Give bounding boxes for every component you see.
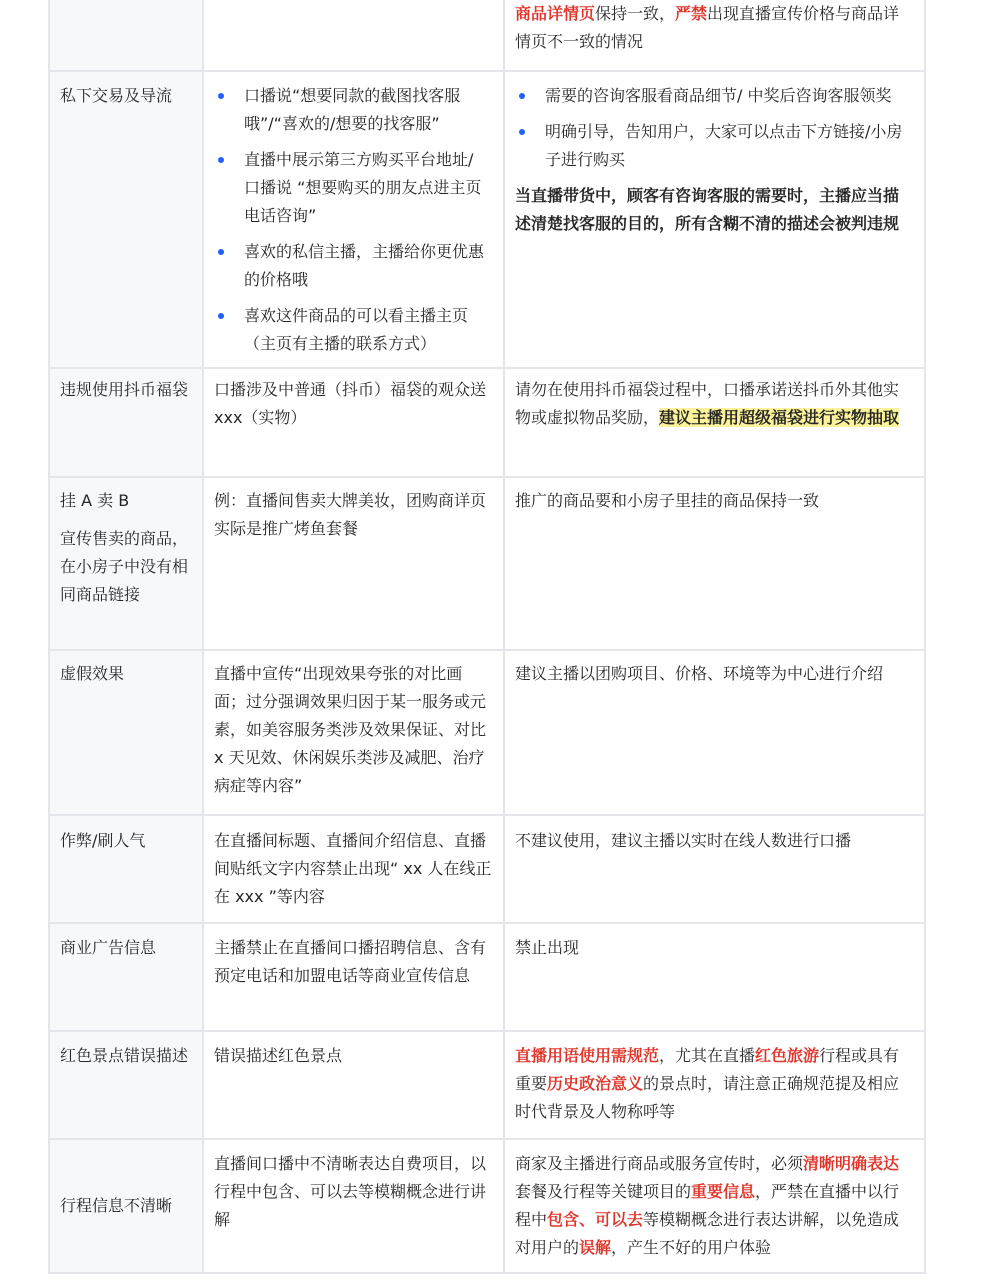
category-label: 挂 A 卖 B — [60, 491, 130, 510]
table-row — [49, 71, 925, 368]
category-label: 作弊/刷人气 — [60, 831, 146, 850]
guidance-cell: 商家及主播进行商品或服务宣传时，必须清晰明确表达套餐及行程等关键项目的重要信息，严禁在直播中以行程中包含、可以去等模糊概念进行表达讲解，以免造成对用户的误解，产生不好的用户体验 — [504, 1139, 925, 1273]
guidance-emphasis: 误解 — [579, 1238, 612, 1257]
list-item: 口播说“想要同款的截图找客服哦”/“喜欢的/想要的找客服” — [214, 82, 493, 138]
guidance-cell — [504, 650, 925, 815]
bullet-icon — [519, 93, 525, 99]
violation-list — [214, 82, 493, 358]
category-cell — [49, 0, 203, 71]
category-cell — [49, 477, 203, 650]
bullet-icon — [218, 93, 224, 99]
table-row — [49, 815, 925, 923]
category-label: 商业广告信息 — [60, 938, 157, 957]
table-row — [49, 368, 925, 477]
violation-cell — [203, 71, 504, 368]
table-row — [49, 1031, 925, 1139]
guidance-cell: 直播用语使用需规范，尤其在直播红色旅游行程或具有重要历史政治意义的景点时，请注意正确规范提及相应时代背景及人物称呼等 — [504, 1031, 925, 1139]
violation-cell — [203, 1139, 504, 1273]
table-row — [49, 0, 925, 71]
table-row — [49, 477, 925, 650]
violation-text: 主播禁止在直播间口播招聘信息、含有预定电话和加盟电话等商业宣传信息 — [214, 938, 487, 985]
violation-cell — [203, 1031, 504, 1139]
violation-cell — [203, 0, 504, 71]
guidance-emphasis: 重要信息 — [691, 1182, 756, 1201]
violation-text: 口播涉及中普通（抖币）福袋的观众送 xxx（实物） — [214, 380, 487, 427]
list-item: 需要的咨询客服看商品细节/ 中奖后咨询客服领奖 — [515, 82, 914, 110]
guidance-cell — [504, 71, 925, 368]
violation-cell — [203, 650, 504, 815]
guidance-text: 推广的商品要和小房子里挂的商品保持一致 — [515, 491, 820, 510]
violation-text: 直播间口播中不清晰表达自费项目，以行程中包含、可以去等模糊概念进行讲解 — [214, 1154, 487, 1229]
category-cell — [49, 368, 203, 477]
guidance-text: 建议主播以团购项目、价格、环境等为中心进行介绍 — [515, 664, 884, 683]
violation-text: 例：直播间售卖大牌美妆，团购商详页实际是推广烤鱼套餐 — [214, 491, 487, 538]
violation-cell — [203, 477, 504, 650]
category-label: 私下交易及导流 — [60, 86, 173, 105]
category-cell — [49, 815, 203, 923]
violation-cell — [203, 368, 504, 477]
guidance-emphasis: 严禁 — [675, 4, 708, 23]
guidance-cell — [504, 368, 925, 477]
violation-cell — [203, 923, 504, 1031]
guidance-cell: 商品详情页保持一致，严禁出现直播宣传价格与商品详情页不一致的情况 — [504, 0, 925, 71]
category-label: 红色景点错误描述 — [60, 1046, 189, 1065]
guidance-text: 不建议使用，建议主播以实时在线人数进行口播 — [515, 831, 852, 850]
list-item: 喜欢这件商品的可以看主播主页（主页有主播的联系方式） — [214, 302, 493, 358]
guidance-emphasis: 历史政治意义 — [547, 1074, 644, 1093]
category-cell — [49, 923, 203, 1031]
table-row — [49, 923, 925, 1031]
livestream-violation-table — [48, 0, 926, 1274]
table-row — [49, 650, 925, 815]
guidance-emphasis: 清晰明确表达 — [803, 1154, 900, 1173]
list-item: 喜欢的私信主播，主播给你更优惠的价格哦 — [214, 238, 493, 294]
guidance-emphasis: 红色旅游 — [755, 1046, 820, 1065]
bullet-icon — [519, 129, 525, 135]
violation-text: 直播中宣传“出现效果夸张的对比画面；过分强调效果归因于某一服务或元素，如美容服务类涉及效果保证、对比 x 天见效、休闲娱乐类涉及减肥、治疗病症等内容” — [214, 664, 487, 795]
guidance-emphasis: 直播用语使用需规范 — [515, 1046, 660, 1065]
list-item: 直播中展示第三方购买平台地址/ 口播说 “想要购买的朋友点进主页电话咨询” — [214, 146, 493, 230]
guidance-highlight: 建议主播用超级福袋进行实物抽取 — [659, 408, 900, 427]
category-cell — [49, 1031, 203, 1139]
bullet-icon — [218, 313, 224, 319]
category-label: 虚假效果 — [60, 664, 125, 683]
category-label: 违规使用抖币福袋 — [60, 380, 189, 399]
guidance-text: 禁止出现 — [515, 938, 580, 957]
violation-text: 错误描述红色景点 — [214, 1046, 343, 1065]
guidance-list — [515, 82, 914, 174]
guidance-cell — [504, 477, 925, 650]
bullet-icon — [218, 249, 224, 255]
guidance-emphasis: 包含、可以去 — [547, 1210, 644, 1229]
category-cell — [49, 650, 203, 815]
category-cell — [49, 1139, 203, 1273]
category-label: 行程信息不清晰 — [60, 1196, 173, 1215]
guidance-note: 当直播带货中，顾客有咨询客服的需要时，主播应当描述清楚找客服的目的，所有含糊不清的描述会被判违规 — [515, 186, 900, 233]
guidance-cell — [504, 815, 925, 923]
guidance-emphasis: 商品详情页 — [515, 4, 596, 23]
category-note: 宣传售卖的商品，在小房子中没有相同商品链接 — [60, 529, 189, 604]
violation-cell — [203, 815, 504, 923]
guidance-text: 请勿在使用抖币福袋过程中，口播承诺送抖币外其他实物或虚拟物品奖励， — [515, 380, 900, 427]
bullet-icon — [218, 157, 224, 163]
violation-text: 在直播间标题、直播间介绍信息、直播间贴纸文字内容禁止出现“ xx 人在线正在 xxx ”等内容 — [214, 831, 492, 906]
list-item: 明确引导，告知用户，大家可以点击下方链接/小房子进行购买 — [515, 118, 914, 174]
table-row — [49, 1139, 925, 1273]
guidance-cell — [504, 923, 925, 1031]
category-cell — [49, 71, 203, 368]
